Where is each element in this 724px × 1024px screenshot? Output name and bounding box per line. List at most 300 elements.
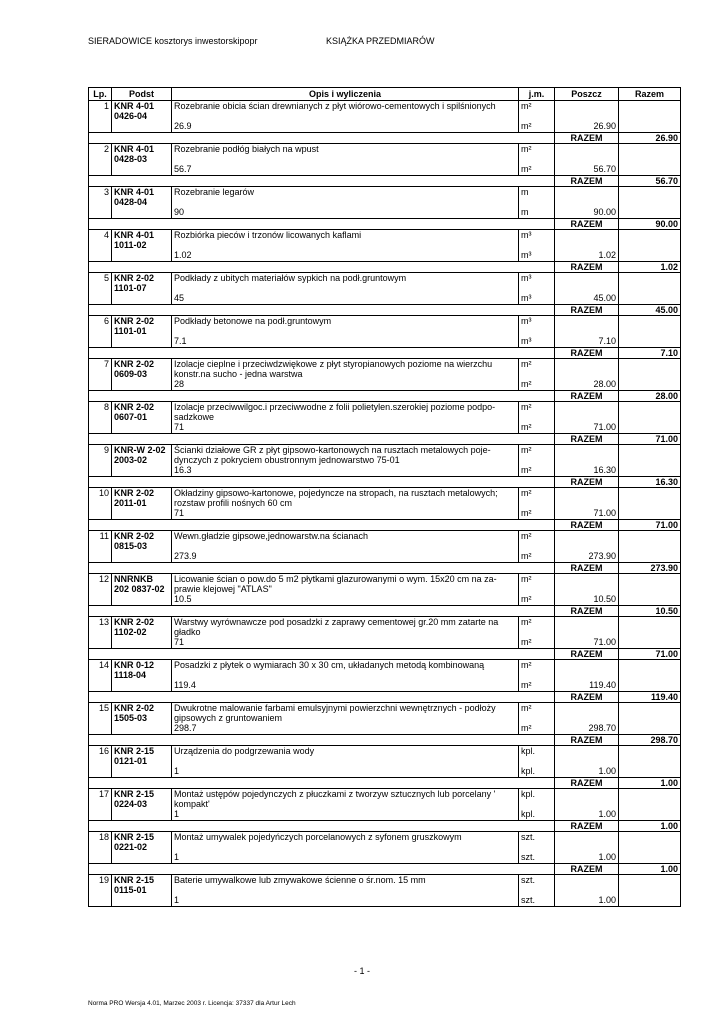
col-header-jm: j.m.: [519, 88, 555, 101]
item-partial-cell: [555, 144, 619, 176]
item-description-cell: [172, 273, 519, 305]
item-number: 7: [89, 359, 112, 391]
item-partial-cell: [555, 230, 619, 262]
sum-value: 90.00: [619, 219, 681, 230]
item-description: Licowanie ścian o pow.do 5 m2 płytkami glazurowanymi o wym. 15x20 cm na za-prawie klejowej "ATLAS": [174, 574, 497, 594]
item-unit: m²: [521, 660, 532, 670]
sum-row: [89, 864, 681, 875]
measurement-table: [88, 87, 681, 907]
item-calculation: 71: [174, 637, 185, 647]
sum-row: [89, 176, 681, 187]
sum-label: RAZEM: [555, 821, 619, 832]
item-number: 15: [89, 703, 112, 735]
item-partial-value: 10.50: [593, 594, 616, 604]
sum-value: 1.00: [619, 778, 681, 789]
table-row: [89, 832, 681, 864]
item-basis-code: KNR-W 2-02 2003-02: [112, 445, 172, 477]
item-number: 12: [89, 574, 112, 606]
item-basis-code: KNR 2-02 1101-01: [112, 316, 172, 348]
item-partial-cell: [555, 488, 619, 520]
table-row: [89, 445, 681, 477]
item-number: 13: [89, 617, 112, 649]
item-partial-value: 273.90: [588, 551, 616, 561]
item-description-cell: [172, 359, 519, 391]
sum-value: 1.00: [619, 821, 681, 832]
item-unit: szt.: [521, 832, 536, 842]
item-number: 19: [89, 875, 112, 907]
item-total-empty: [619, 617, 681, 649]
sum-row: [89, 434, 681, 445]
item-partial-value: 26.90: [593, 121, 616, 131]
item-basis-code: KNR 2-02 0609-03: [112, 359, 172, 391]
item-total-empty: [619, 875, 681, 907]
item-unit: kpl.: [521, 746, 536, 756]
table-row: [89, 359, 681, 391]
item-total-empty: [619, 316, 681, 348]
document-header-right: KSIĄŻKA PRZEDMIARÓW: [326, 36, 435, 46]
item-partial-cell: [555, 746, 619, 778]
col-header-razem: Razem: [619, 88, 681, 101]
item-total-empty: [619, 144, 681, 176]
item-basis-code: KNR 2-15 0115-01: [112, 875, 172, 907]
item-unit-cell: [519, 230, 555, 262]
item-unit: m²: [521, 488, 532, 498]
item-description: Izolacje cieplne i przeciwdzwiękowe z płyt styropianowych poziome na wierzchu konstr.na sucho - jedna warstwa: [174, 359, 493, 379]
item-total-empty: [619, 832, 681, 864]
item-calculation: 1: [174, 809, 180, 819]
item-basis-code: KNR 2-02 1101-07: [112, 273, 172, 305]
sum-row: [89, 219, 681, 230]
item-unit-repeat: m²: [521, 551, 532, 561]
item-basis-code: KNR 2-02 0815-03: [112, 531, 172, 563]
item-description: Rozebranie podłóg białych na wpust: [174, 144, 319, 154]
sum-value: 26.90: [619, 133, 681, 144]
item-unit-cell: [519, 875, 555, 907]
table-row: [89, 789, 681, 821]
item-unit: m³: [521, 316, 532, 326]
sum-value: 71.00: [619, 434, 681, 445]
item-partial-cell: [555, 101, 619, 133]
item-unit-repeat: m²: [521, 379, 532, 389]
sum-value: 298.70: [619, 735, 681, 746]
item-partial-cell: [555, 789, 619, 821]
item-partial-value: 71.00: [593, 508, 616, 518]
item-description: Warstwy wyrównawcze pod posadzki z zaprawy cementowej gr.20 mm zatarte na gładko: [174, 617, 499, 637]
table-header-row: [89, 88, 681, 101]
item-total-empty: [619, 273, 681, 305]
sum-value: 16.30: [619, 477, 681, 488]
item-unit-cell: [519, 531, 555, 563]
item-total-empty: [619, 402, 681, 434]
sum-label: RAZEM: [555, 391, 619, 402]
item-calculation: 119.4: [174, 680, 196, 690]
sum-value: 71.00: [619, 649, 681, 660]
item-basis-code: KNR 4-01 0428-03: [112, 144, 172, 176]
item-description: Wewn.gładzie gipsowe,jednowarstw.na ścianach: [174, 531, 368, 541]
sum-label: RAZEM: [555, 348, 619, 359]
item-unit-cell: [519, 703, 555, 735]
sum-value: 119.40: [619, 692, 681, 703]
item-total-empty: [619, 531, 681, 563]
item-description-cell: [172, 488, 519, 520]
item-description-cell: [172, 832, 519, 864]
item-unit: m²: [521, 359, 532, 369]
sum-label: RAZEM: [555, 434, 619, 445]
sum-value: 10.50: [619, 606, 681, 617]
item-unit: m²: [521, 617, 532, 627]
item-number: 3: [89, 187, 112, 219]
item-unit-repeat: m²: [521, 508, 532, 518]
item-partial-value: 119.40: [589, 680, 616, 690]
license-footer: Norma PRO Wersja 4.01, Marzec 2003 r. Licencja: 37337 dla Artur Lech: [88, 1000, 296, 1007]
item-partial-value: 298.70: [588, 723, 616, 733]
item-basis-code: KNR 2-15 0224-03: [112, 789, 172, 821]
item-description-cell: [172, 144, 519, 176]
item-unit-repeat: m²: [521, 164, 532, 174]
table-row: [89, 617, 681, 649]
table-row: [89, 187, 681, 219]
sum-row: [89, 649, 681, 660]
sum-value: 56.70: [619, 176, 681, 187]
item-basis-code: KNR 4-01 0428-04: [112, 187, 172, 219]
item-unit-repeat: m²: [521, 723, 532, 733]
item-partial-value: 90.00: [593, 207, 616, 217]
item-number: 16: [89, 746, 112, 778]
sum-value: 28.00: [619, 391, 681, 402]
item-description-cell: [172, 445, 519, 477]
item-partial-cell: [555, 875, 619, 907]
document-header-left: SIERADOWICE kosztorys inwestorskipopr: [88, 36, 258, 46]
sum-row-spacer: [89, 864, 555, 875]
item-description-cell: [172, 187, 519, 219]
table-row: [89, 703, 681, 735]
item-unit: m²: [521, 531, 532, 541]
item-unit: m²: [521, 144, 532, 154]
table-row: [89, 488, 681, 520]
item-calculation: 16.3: [174, 465, 192, 475]
item-unit-repeat: m²: [521, 422, 532, 432]
item-unit-cell: [519, 617, 555, 649]
item-basis-code: KNR 2-02 2011-01: [112, 488, 172, 520]
sum-row-spacer: [89, 606, 555, 617]
table-row: [89, 746, 681, 778]
table-row: [89, 316, 681, 348]
item-description-cell: [172, 789, 519, 821]
sum-row-spacer: [89, 821, 555, 832]
item-total-empty: [619, 574, 681, 606]
item-unit: m²: [521, 703, 532, 713]
item-partial-value: 16.30: [593, 465, 616, 475]
item-description: Izolacje przeciwwilgoc.i przeciwwodne z folii polietylen.szerokiej poziome podpo-sadzkowe: [174, 402, 496, 422]
item-description-cell: [172, 574, 519, 606]
item-unit: m²: [521, 574, 532, 584]
table-row: [89, 273, 681, 305]
item-unit-cell: [519, 144, 555, 176]
item-description: Rozebranie legarów: [174, 187, 255, 197]
sum-label: RAZEM: [555, 176, 619, 187]
item-total-empty: [619, 703, 681, 735]
item-unit-cell: [519, 402, 555, 434]
item-description-cell: [172, 316, 519, 348]
sum-row-spacer: [89, 520, 555, 531]
table-row: [89, 144, 681, 176]
item-unit-cell: [519, 574, 555, 606]
item-partial-cell: [555, 660, 619, 692]
item-number: 18: [89, 832, 112, 864]
item-partial-cell: [555, 402, 619, 434]
item-partial-cell: [555, 273, 619, 305]
sum-label: RAZEM: [555, 262, 619, 273]
item-partial-cell: [555, 445, 619, 477]
sum-label: RAZEM: [555, 305, 619, 316]
item-partial-value: 1.00: [598, 809, 616, 819]
sum-value: 45.00: [619, 305, 681, 316]
item-unit-repeat: m²: [521, 680, 532, 690]
item-description: Rozebranie obicia ścian drewnianych z płyt wiórowo-cementowych i spilśnionych: [174, 101, 496, 111]
item-unit-repeat: m³: [521, 293, 532, 303]
sum-row: [89, 477, 681, 488]
item-description: Ścianki działowe GR z płyt gipsowo-kartonowych na rusztach metalowych poje-dynczych z pokryciem obustronnym jednowarstwo 75-01: [174, 445, 491, 465]
item-calculation: 45: [174, 293, 185, 303]
item-calculation: 1: [174, 895, 180, 905]
sum-row: [89, 391, 681, 402]
item-calculation: 273.9: [174, 551, 197, 561]
item-total-empty: [619, 789, 681, 821]
item-calculation: 7.1: [174, 336, 187, 346]
item-unit-repeat: m³: [521, 336, 532, 346]
sum-label: RAZEM: [555, 477, 619, 488]
item-basis-code: KNR 0-12 1118-04: [112, 660, 172, 692]
item-partial-cell: [555, 187, 619, 219]
sum-row-spacer: [89, 563, 555, 574]
item-partial-value: 7.10: [598, 336, 616, 346]
item-unit: m²: [521, 402, 532, 412]
col-header-opis: Opis i wyliczenia: [172, 88, 519, 101]
sum-row-spacer: [89, 133, 555, 144]
item-unit-repeat: m: [521, 207, 529, 217]
item-total-empty: [619, 445, 681, 477]
sum-row: [89, 348, 681, 359]
item-number: 2: [89, 144, 112, 176]
sum-row: [89, 262, 681, 273]
item-total-empty: [619, 230, 681, 262]
item-number: 11: [89, 531, 112, 563]
sum-row: [89, 778, 681, 789]
item-calculation: 71: [174, 422, 185, 432]
item-unit-repeat: szt.: [521, 852, 536, 862]
sum-row-spacer: [89, 262, 555, 273]
item-total-empty: [619, 359, 681, 391]
sum-row: [89, 520, 681, 531]
item-number: 14: [89, 660, 112, 692]
item-number: 6: [89, 316, 112, 348]
item-basis-code: KNR 2-15 0121-01: [112, 746, 172, 778]
page-number: - 1 -: [353, 966, 370, 976]
sum-label: RAZEM: [555, 649, 619, 660]
sum-label: RAZEM: [555, 606, 619, 617]
item-unit-cell: [519, 789, 555, 821]
item-number: 10: [89, 488, 112, 520]
item-unit: kpl.: [521, 789, 536, 799]
sum-value: 1.00: [619, 864, 681, 875]
sum-label: RAZEM: [555, 563, 619, 574]
table-body: [89, 101, 681, 907]
item-calculation: 1.02: [174, 250, 192, 260]
sum-label: RAZEM: [555, 692, 619, 703]
item-partial-cell: [555, 703, 619, 735]
item-calculation: 56.7: [174, 164, 192, 174]
item-description: Montaż ustępów pojedynczych z płuczkami z tworzyw sztucznych lub porcelany ' kompakt': [174, 789, 496, 809]
sum-row-spacer: [89, 219, 555, 230]
item-number: 17: [89, 789, 112, 821]
item-partial-cell: [555, 359, 619, 391]
sum-value: 273.90: [619, 563, 681, 574]
item-basis-code: KNR 2-02 1102-02: [112, 617, 172, 649]
sum-row: [89, 735, 681, 746]
item-description: Rozbiórka pieców i trzonów licowanych kaflami: [174, 230, 362, 240]
item-description-cell: [172, 101, 519, 133]
sum-row-spacer: [89, 477, 555, 488]
table-row: [89, 101, 681, 133]
item-partial-value: 71.00: [593, 422, 616, 432]
item-unit: m³: [521, 273, 532, 283]
item-number: 4: [89, 230, 112, 262]
item-unit-repeat: m³: [521, 250, 532, 260]
item-unit: m²: [521, 445, 532, 455]
item-partial-cell: [555, 574, 619, 606]
item-description-cell: [172, 230, 519, 262]
item-calculation: 26.9: [174, 121, 192, 131]
item-unit-repeat: szt.: [521, 895, 536, 905]
sum-row: [89, 133, 681, 144]
item-description-cell: [172, 875, 519, 907]
col-header-podst: Podst: [112, 88, 172, 101]
sum-row-spacer: [89, 778, 555, 789]
item-calculation: 1: [174, 766, 180, 776]
item-unit-cell: [519, 746, 555, 778]
item-description: Baterie umywalkowe lub zmywakowe ścienne o śr.nom. 15 mm: [174, 875, 426, 885]
item-basis-code: KNR 2-02 0607-01: [112, 402, 172, 434]
item-calculation: 28: [174, 379, 185, 389]
item-unit-cell: [519, 832, 555, 864]
item-total-empty: [619, 488, 681, 520]
item-partial-value: 56.70: [593, 164, 616, 174]
item-partial-cell: [555, 316, 619, 348]
item-description-cell: [172, 703, 519, 735]
item-partial-cell: [555, 832, 619, 864]
sum-label: RAZEM: [555, 735, 619, 746]
sum-value: 71.00: [619, 520, 681, 531]
sum-label: RAZEM: [555, 778, 619, 789]
table-row: [89, 875, 681, 907]
item-description: Dwukrotne malowanie farbami emulsyjnymi powierzchni wewnętrznych - podłoży gipsowych z gruntowaniem: [174, 703, 496, 723]
item-basis-code: KNR 4-01 1011-02: [112, 230, 172, 262]
item-partial-value: 1.00: [598, 766, 616, 776]
item-unit-cell: [519, 488, 555, 520]
sum-row: [89, 305, 681, 316]
item-total-empty: [619, 746, 681, 778]
item-description-cell: [172, 531, 519, 563]
item-description: Montaż umywalek pojedyńczych porcelanowych z syfonem gruszkowym: [174, 832, 462, 842]
item-partial-value: 28.00: [593, 379, 616, 389]
item-basis-code: KNR 2-02 1505-03: [112, 703, 172, 735]
item-partial-value: 1.00: [598, 852, 616, 862]
item-description: Urządzenia do podgrzewania wody: [174, 746, 315, 756]
item-partial-cell: [555, 617, 619, 649]
item-calculation: 90: [174, 207, 185, 217]
item-description: Podkłady z ubitych materiałów sypkich na podł.gruntowym: [174, 273, 407, 283]
sum-row: [89, 692, 681, 703]
table-row: [89, 574, 681, 606]
item-unit-cell: [519, 101, 555, 133]
sum-row-spacer: [89, 391, 555, 402]
item-calculation: 298.7: [174, 723, 197, 733]
item-basis-code: KNR 2-15 0221-02: [112, 832, 172, 864]
item-description-cell: [172, 660, 519, 692]
item-basis-code: KNR 4-01 0426-04: [112, 101, 172, 133]
item-calculation: 71: [174, 508, 185, 518]
sum-row-spacer: [89, 649, 555, 660]
item-description: Okładziny gipsowo-kartonowe, pojedyncze na stropach, na rusztach metalowych; rozstaw profili nośnych 60 cm: [174, 488, 498, 508]
item-unit-repeat: m²: [521, 594, 532, 604]
table-row: [89, 402, 681, 434]
sum-value: 7.10: [619, 348, 681, 359]
item-unit-cell: [519, 187, 555, 219]
sum-row-spacer: [89, 305, 555, 316]
sum-value: 1.02: [619, 262, 681, 273]
item-unit-repeat: m²: [521, 465, 532, 475]
sum-row-spacer: [89, 176, 555, 187]
item-number: 8: [89, 402, 112, 434]
sum-row-spacer: [89, 434, 555, 445]
item-unit-repeat: m²: [521, 121, 532, 131]
item-description-cell: [172, 746, 519, 778]
item-number: 5: [89, 273, 112, 305]
col-header-lp: Lp.: [89, 88, 112, 101]
item-unit-cell: [519, 316, 555, 348]
col-header-poszcz: Poszcz: [555, 88, 619, 101]
item-unit: m³: [521, 230, 532, 240]
item-total-empty: [619, 660, 681, 692]
sum-row: [89, 821, 681, 832]
item-unit-cell: [519, 660, 555, 692]
item-unit: m²: [521, 101, 532, 111]
item-description-cell: [172, 402, 519, 434]
item-description-cell: [172, 617, 519, 649]
sum-row-spacer: [89, 348, 555, 359]
item-description: Podkłady betonowe na podł.gruntowym: [174, 316, 332, 326]
table-row: [89, 660, 681, 692]
sum-row-spacer: [89, 692, 555, 703]
item-unit: szt.: [521, 875, 536, 885]
item-partial-value: 1.02: [598, 250, 616, 260]
item-unit-repeat: kpl.: [521, 809, 536, 819]
item-partial-value: 71.00: [593, 637, 616, 647]
item-calculation: 10.5: [174, 594, 192, 604]
item-total-empty: [619, 101, 681, 133]
sum-label: RAZEM: [555, 133, 619, 144]
item-number: 9: [89, 445, 112, 477]
sum-label: RAZEM: [555, 219, 619, 230]
item-description: Posadzki z płytek o wymiarach 30 x 30 cm, układanych metodą kombinowaną: [174, 660, 485, 670]
item-basis-code: NNRNKB 202 0837-02: [112, 574, 172, 606]
item-unit-repeat: kpl.: [521, 766, 536, 776]
sum-label: RAZEM: [555, 520, 619, 531]
item-unit-cell: [519, 359, 555, 391]
item-partial-value: 1.00: [598, 895, 616, 905]
item-unit-cell: [519, 445, 555, 477]
item-calculation: 1: [174, 852, 180, 862]
